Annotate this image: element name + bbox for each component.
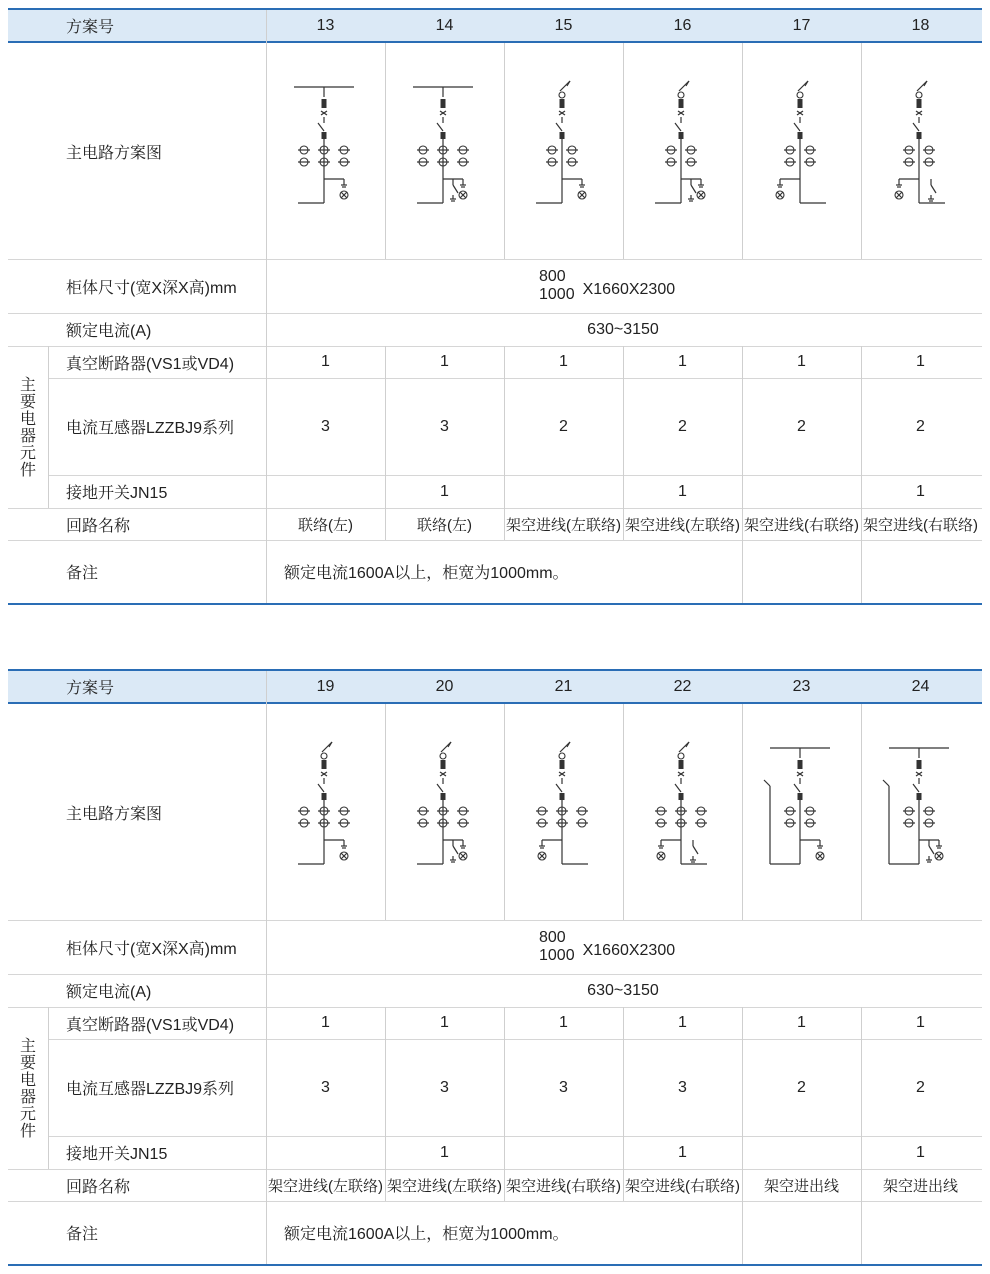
- earth-switch-count: 1: [678, 482, 687, 500]
- width-options: [539, 929, 575, 965]
- breaker-count: 1: [559, 353, 568, 370]
- scheme-number-label: 方案号: [66, 19, 115, 36]
- circuit-diagram-busbar-inout-ct2: [742, 704, 861, 920]
- circuit-diagram-overhead-left-ct3-earth: [385, 704, 504, 920]
- scheme-number: 15: [554, 16, 573, 34]
- breaker-count: 1: [916, 353, 925, 370]
- earth-switch-count: [504, 1136, 623, 1169]
- earth-switch-count: [742, 1136, 861, 1169]
- current-transformer-label: 电流互感器LZZBJ9系列: [66, 1081, 235, 1098]
- circuit-name: 架空进线(右联络): [863, 516, 978, 534]
- vacuum-breaker-label: 真空断路器(VS1或VD4): [66, 355, 235, 373]
- circuit-diagram-overhead-right-ct3-earth: [623, 704, 742, 920]
- rated-current-value: 630~3150: [587, 981, 659, 999]
- rated-current-label: 额定电流(A): [66, 984, 152, 1001]
- width-options: [539, 268, 575, 304]
- scheme-number: 24: [911, 677, 930, 695]
- width-option-800: 800: [539, 929, 566, 946]
- cabinet-size-value: [539, 920, 675, 974]
- scheme-number: 22: [673, 677, 692, 695]
- ct-count: 2: [678, 417, 687, 435]
- circuit-diagram-label: 主电路方案图: [66, 805, 163, 823]
- remark-label: 备注: [66, 565, 99, 582]
- circuit-name: 架空进线(左联络): [625, 516, 740, 534]
- scheme-number: 14: [435, 16, 454, 34]
- breaker-count: 1: [440, 1014, 449, 1031]
- scheme-number: 13: [316, 16, 335, 34]
- remark-value: 额定电流1600A以上，柜宽为1000mm。: [284, 1226, 569, 1243]
- earth-switch-count: 1: [440, 1143, 449, 1161]
- circuit-name: 架空进出线: [763, 1177, 839, 1195]
- circuit-name: 架空进线(右联络): [744, 516, 859, 534]
- circuit-diagram-overhead-right-ct3: [504, 704, 623, 920]
- group-label-main-components: 主要电器元件: [17, 376, 35, 478]
- width-option-1000: 1000: [539, 286, 575, 303]
- breaker-count: 1: [916, 1014, 925, 1031]
- circuit-diagram-overhead-left-ct2-earth: [623, 43, 742, 259]
- circuit-diagram-label: 主电路方案图: [66, 144, 163, 162]
- scheme-number-label: 方案号: [66, 680, 115, 697]
- breaker-count: 1: [321, 353, 330, 370]
- circuit-name: 架空进线(左联络): [268, 1177, 383, 1195]
- circuit-diagram-busbar-left-ct3: [266, 43, 385, 259]
- earth-switch-count: [742, 475, 861, 508]
- earthing-switch-label: 接地开关JN15: [66, 1146, 168, 1163]
- scheme-number: 18: [911, 16, 930, 34]
- current-transformer-label: 电流互感器LZZBJ9系列: [66, 420, 235, 437]
- scheme-number: 16: [673, 16, 692, 34]
- ct-count: 3: [559, 1078, 568, 1096]
- remark-column-divider: [861, 540, 862, 603]
- depth-height: X1660X2300: [582, 281, 676, 298]
- earth-switch-count: [266, 1136, 385, 1169]
- ct-count: 2: [797, 417, 806, 435]
- scheme-number: 17: [792, 16, 811, 34]
- ct-count: 3: [321, 417, 330, 435]
- table-bottom-rule: [8, 1264, 982, 1266]
- width-option-1000: 1000: [539, 947, 575, 964]
- remark-value: 额定电流1600A以上，柜宽为1000mm。: [284, 565, 569, 582]
- ct-count: 2: [797, 1078, 806, 1096]
- ct-count: 2: [559, 417, 568, 435]
- circuit-name: 联络(左): [298, 516, 353, 534]
- cabinet-size-label: 柜体尺寸(宽X深X高)mm: [66, 940, 237, 958]
- rated-current-label: 额定电流(A): [66, 323, 152, 340]
- breaker-count: 1: [678, 353, 687, 370]
- ct-count: 2: [916, 1078, 925, 1096]
- breaker-count: 1: [440, 353, 449, 370]
- depth-height: X1660X2300: [582, 942, 676, 959]
- scheme-table-1: [8, 8, 982, 605]
- circuit-name: 架空进线(右联络): [625, 1177, 740, 1195]
- circuit-name-label: 回路名称: [66, 1178, 131, 1196]
- circuit-name: 架空进线(左联络): [387, 1177, 502, 1195]
- circuit-diagram-overhead-left-ct3: [266, 704, 385, 920]
- remark-column-divider: [861, 1201, 862, 1264]
- remark-column-divider: [742, 540, 743, 603]
- earth-switch-count: 1: [916, 1143, 925, 1161]
- circuit-name: 联络(左): [417, 516, 472, 534]
- earthing-switch-label: 接地开关JN15: [66, 485, 168, 502]
- circuit-diagram-busbar-left-ct3-earth: [385, 43, 504, 259]
- remark-label: 备注: [66, 1226, 99, 1243]
- scheme-number: 21: [554, 677, 573, 695]
- scheme-number: 19: [316, 677, 335, 695]
- circuit-name: 架空进线(左联络): [506, 516, 621, 534]
- earth-switch-count: [504, 475, 623, 508]
- scheme-number: 20: [435, 677, 454, 695]
- circuit-name: 架空进出线: [882, 1177, 958, 1195]
- circuit-diagram-overhead-right-ct2: [742, 43, 861, 259]
- earth-switch-count: 1: [678, 1143, 687, 1161]
- circuit-diagram-busbar-inout-ct2-earth: [861, 704, 980, 920]
- ct-count: 3: [440, 1078, 449, 1096]
- breaker-count: 1: [797, 353, 806, 370]
- ct-count: 3: [321, 1078, 330, 1096]
- breaker-count: 1: [678, 1014, 687, 1031]
- circuit-diagram-overhead-left-ct2: [504, 43, 623, 259]
- circuit-name-label: 回路名称: [66, 517, 131, 535]
- scheme-table-2: [8, 669, 982, 1266]
- ct-count: 2: [916, 417, 925, 435]
- breaker-count: 1: [559, 1014, 568, 1031]
- cabinet-size-label: 柜体尺寸(宽X深X高)mm: [66, 279, 237, 297]
- ct-count: 3: [678, 1078, 687, 1096]
- rated-current-value: 630~3150: [587, 320, 659, 338]
- cabinet-size-value: [539, 259, 675, 313]
- breaker-count: 1: [321, 1014, 330, 1031]
- remark-column-divider: [742, 1201, 743, 1264]
- earth-switch-count: 1: [440, 482, 449, 500]
- width-option-800: 800: [539, 268, 566, 285]
- table-bottom-rule: [8, 603, 982, 605]
- vacuum-breaker-label: 真空断路器(VS1或VD4): [66, 1016, 235, 1034]
- earth-switch-count: [266, 475, 385, 508]
- group-label-main-components: 主要电器元件: [17, 1037, 35, 1139]
- ct-count: 3: [440, 417, 449, 435]
- scheme-number: 23: [792, 677, 811, 695]
- circuit-name: 架空进线(右联络): [506, 1177, 621, 1195]
- breaker-count: 1: [797, 1014, 806, 1031]
- circuit-diagram-overhead-right-ct2-earth: [861, 43, 980, 259]
- earth-switch-count: 1: [916, 482, 925, 500]
